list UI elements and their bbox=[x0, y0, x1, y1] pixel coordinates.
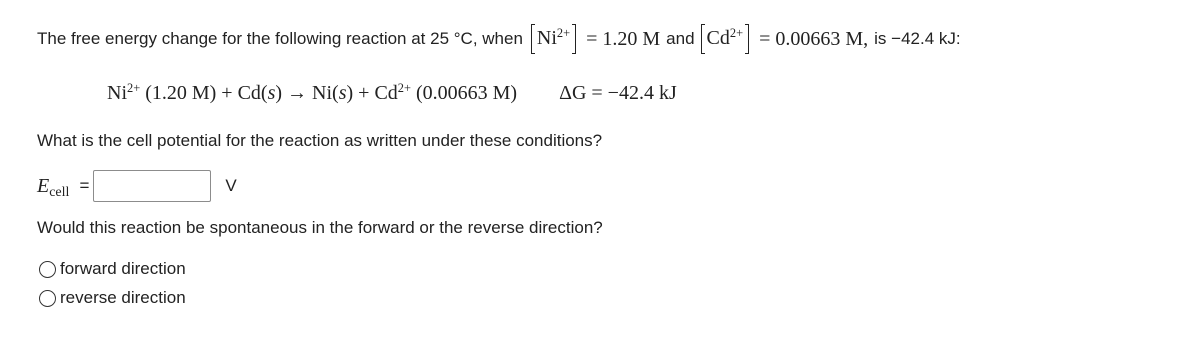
eq-ni-charge: 2+ bbox=[127, 81, 141, 96]
unit-label: V bbox=[225, 176, 237, 195]
reaction-equation bbox=[107, 82, 677, 105]
ecell-input[interactable] bbox=[93, 170, 211, 202]
spontaneity-question: Would this reaction be spontaneous in the forward or the reverse direction? bbox=[37, 218, 603, 237]
cd-concentration-value: = 0.00663 M, bbox=[759, 28, 869, 50]
radio-reverse[interactable] bbox=[39, 290, 56, 307]
ni-ion-symbol: Ni bbox=[536, 27, 557, 49]
option-reverse-label: reverse direction bbox=[60, 288, 186, 307]
intro-text-after: is −42.4 kJ: bbox=[874, 29, 961, 48]
ni-ion-charge: 2+ bbox=[556, 26, 571, 41]
option-reverse-direction[interactable] bbox=[39, 288, 186, 308]
ni-concentration-value: = 1.20 M bbox=[586, 28, 661, 50]
cd-concentration-bracket bbox=[701, 22, 750, 56]
option-forward-direction[interactable] bbox=[39, 259, 186, 279]
ecell-subscript: cell bbox=[49, 185, 70, 201]
ecell-label bbox=[37, 174, 70, 201]
answer-row bbox=[37, 168, 237, 204]
bracket-right bbox=[572, 24, 576, 54]
eq-ni-conc: (1.20 M) + Cd( bbox=[145, 82, 268, 104]
delta-g-value: ΔG = −42.4 kJ bbox=[559, 82, 677, 104]
eq-cd-charge: 2+ bbox=[397, 81, 411, 96]
eq-state-s1: s bbox=[267, 82, 276, 104]
equals-sign: = bbox=[79, 176, 90, 195]
eq-cd-conc: (0.00663 M) bbox=[415, 82, 518, 104]
intro-text-before: The free energy change for the following reaction at 25 °C, when bbox=[37, 29, 523, 48]
eq-plus-cd: ) + Cd bbox=[346, 82, 398, 104]
radio-forward[interactable] bbox=[39, 261, 56, 278]
intro-text bbox=[37, 22, 961, 56]
bracket-right bbox=[745, 24, 749, 54]
option-forward-label: forward direction bbox=[60, 259, 186, 278]
eq-mid: ) → Ni( bbox=[275, 82, 339, 104]
intro-and: and bbox=[666, 29, 695, 48]
eq-state-s2: s bbox=[338, 82, 347, 104]
ecell-symbol: E bbox=[37, 174, 50, 197]
ni-concentration-bracket bbox=[531, 22, 576, 56]
eq-ni: Ni bbox=[107, 82, 127, 104]
cell-potential-question: What is the cell potential for the reaction as written under these conditions? bbox=[37, 131, 603, 150]
cd-ion-symbol: Cd bbox=[706, 27, 730, 49]
cd-ion-charge: 2+ bbox=[729, 26, 744, 41]
